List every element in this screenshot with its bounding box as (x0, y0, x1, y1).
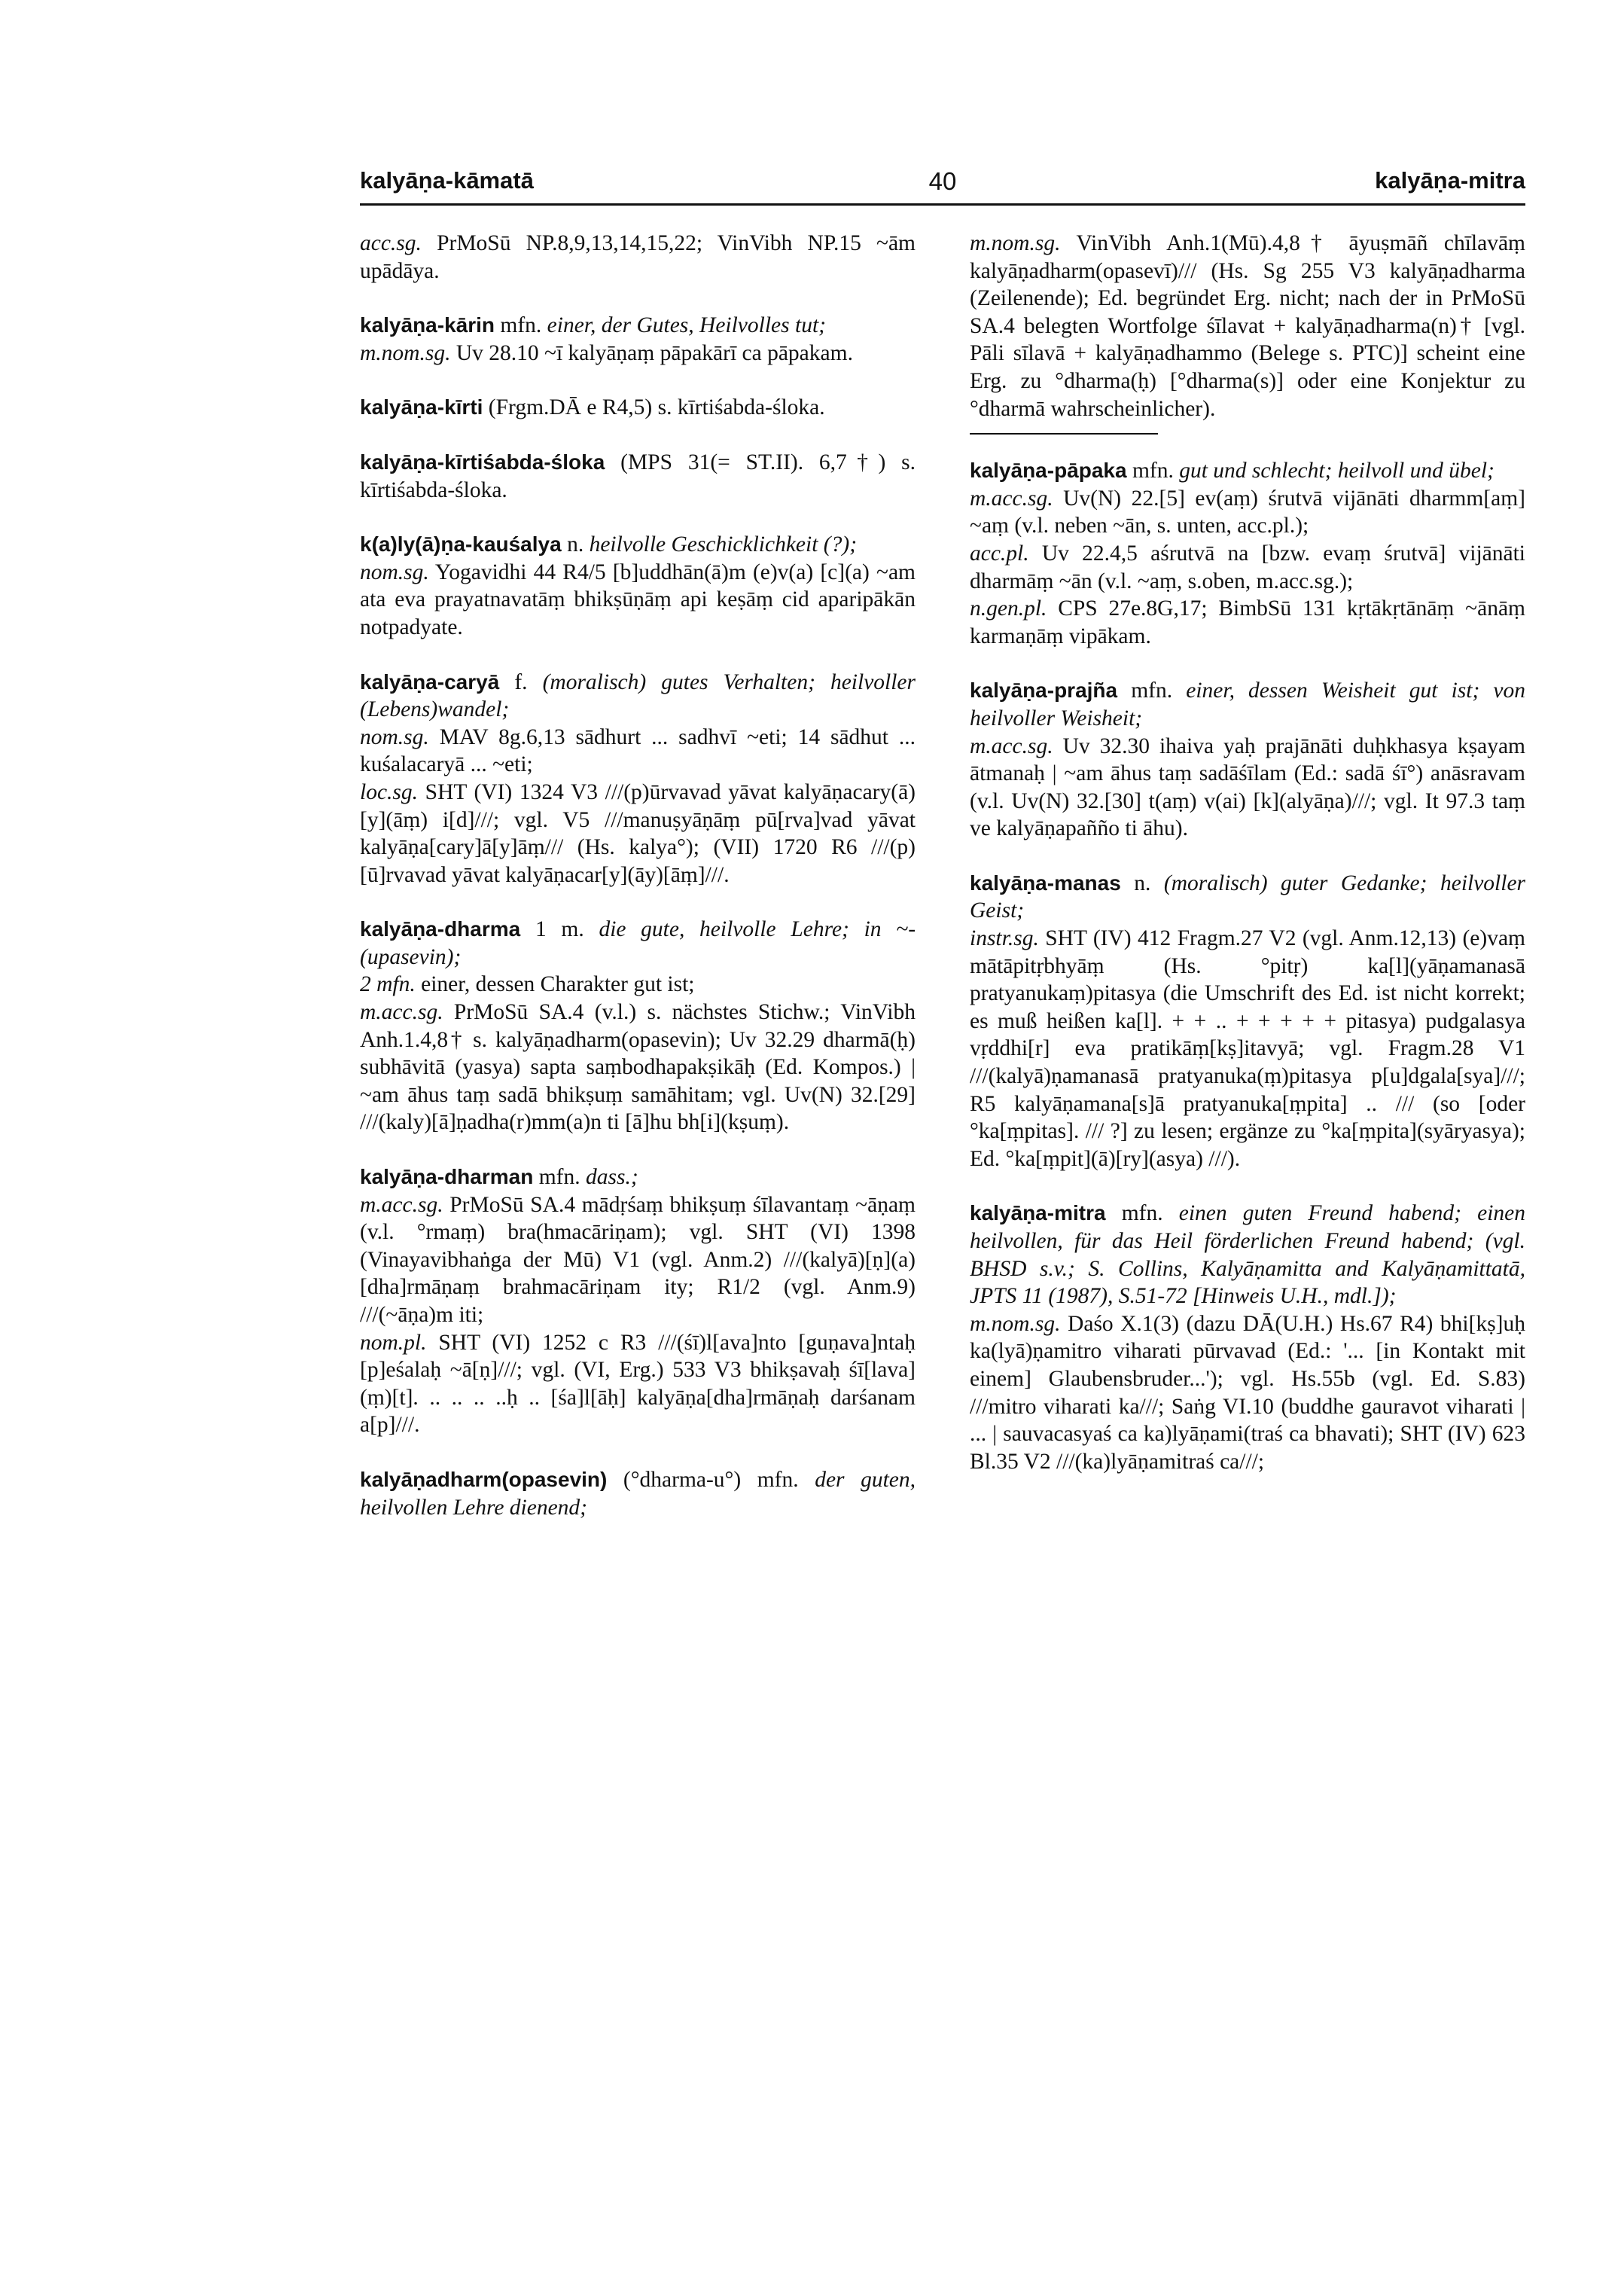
entry-gloss: die gute, heilvolle Lehre; in ~-(upasevin); (360, 917, 916, 969)
entry-gloss: einen guten Freund habend; einen heilvollen, für das Heil förderlichen Freund habend; (vgl. BHSD s.v.; S. Collins, Kalyāṇamitta and Kalyāṇamittatā, JPTS 11 (1987), S.51-72 [Hinweis U.H., mdl.]); (970, 1201, 1525, 1309)
dictionary-entry (360, 1163, 916, 1439)
dictionary-entry (970, 1200, 1525, 1475)
entry-grammar: n. (567, 532, 584, 557)
dictionary-entry (970, 230, 1525, 422)
entry-head-line (970, 1200, 1525, 1310)
entry-gloss: heilvolle Geschicklichkeit (?); (589, 532, 858, 557)
citation-text: Uv 22.4,5 aśrutvā na [bzw. evaṃ śrutvā] vijānāti dharmāṃ ~ān (v.l. ~aṃ, s.oben, m.acc.sg.); (970, 541, 1525, 593)
citation-text: Daśo X.1(3) (dazu DĀ(U.H.) Hs.67 R4) bhi[kṣ]uḥ ka(lyā)ṇamitro viharati pūrvavad (Ed.: '... [in Kontakt mit einem] Glaubensbruder...'); vgl. Hs.55b (vgl. Ed. S.83) ///mitro viharati ka///; Saṅg VI.10 (buddhe gauravot viharati | ... | sauvacasyaś ca ka)lyāṇami(traś ca bhavati); SHT (IV) 623 Bl.35 V2 ///(ka)lyāṇamitraś ca///; (970, 1311, 1526, 1474)
entry-headword: kalyāṇa-manas (970, 871, 1121, 895)
entry-headword: kalyāṇadharm(opasevin) (360, 1467, 608, 1491)
citation-form-label: m.acc.sg. (360, 1192, 443, 1217)
entry-headword: kalyāṇa-kārin (360, 313, 495, 337)
entry-citation (970, 733, 1525, 843)
dictionary-entry (360, 1466, 916, 1521)
entry-grammar: mfn. (1132, 459, 1174, 483)
citation-form-label: m.acc.sg. (360, 1000, 443, 1025)
entry-headword: k(a)ly(ā)ṇa-kauśalya (360, 532, 562, 557)
dictionary-entry (970, 870, 1525, 1173)
entry-headword: kalyāṇa-caryā (360, 669, 500, 694)
entry-headword: kalyāṇa-kīrti (360, 395, 483, 419)
entry-citation (360, 1329, 916, 1439)
dictionary-entry (360, 531, 916, 641)
citation-form-label: acc.sg. (360, 231, 422, 255)
citation-form-label: n.gen.pl. (970, 596, 1047, 621)
entry-citation (970, 925, 1525, 1173)
entry-citation (970, 595, 1525, 650)
dictionary-entry (360, 394, 916, 422)
entry-headword: kalyāṇa-dharma (360, 917, 521, 941)
entry-head-line (360, 312, 916, 340)
entry-head-line (360, 1163, 916, 1191)
left-column (360, 230, 916, 1548)
dictionary-entry (360, 449, 916, 504)
entry-headword: kalyāṇa-prajña (970, 679, 1118, 703)
entry-grammar: (°dharma-u°) mfn. (623, 1467, 799, 1492)
citation-text: SHT (IV) 412 Fragm.27 V2 (vgl. Anm.12,13) (e)vaṃ mātāpitṛbhyāṃ (Hs. °pitṛ) ka[l](yāṇamanasā pratyanukaṃ)pitasya (die Umschrift des Ed. ist nicht korrekt; es muß heißen ka[l]. + + .. + + + + + pitasya) pudgalasya vṛddhi[r] eva pratikāṃ[kṣ]itavyā; vgl. Fragm.28 V1 ///(kalyā)ṇamanasā pratyanuka(ṃ)pitasya p[u]dgala[sya]///; R5 kalyāṇamana[s]ā pratyanuka[ṃpita] .. /// (so [oder °ka[ṃpitas]. /// ?] zu lesen; ergänze zu °ka[ṃpita](syāryasya); Ed. °ka[ṃpit](ā)[ry](asya) ///). (970, 926, 1526, 1171)
entry-citation (360, 340, 916, 367)
entry-headword: kalyāṇa-dharman (360, 1165, 534, 1189)
entry-gloss: der guten, heilvollen Lehre dienend; (360, 1467, 916, 1520)
entry-grammar: f. (514, 669, 528, 694)
entry-grammar: mfn. (1121, 1201, 1163, 1226)
entry-head-line (360, 1466, 916, 1521)
entry-head-line (970, 677, 1525, 732)
dictionary-entry (360, 916, 916, 1136)
entry-head-line (970, 870, 1525, 925)
entry-grammar: mfn. (1131, 679, 1173, 703)
citation-text: SHT (VI) 1252 c R3 ///(śī)l[ava]nto [guṇava]ntaḥ [p]eśalaḥ ~ā[ṇ]///; vgl. (VI, Erg.) 533 V3 bhikṣavaḥ śī[lava](ṃ)[t]. .. .. .. ..ḥ .. [śa]l[āḥ] kalyāṇa[dha]rmāṇaḥ darśanam a[p]///. (360, 1330, 916, 1438)
entry-grammar: (MPS 31(= ST.II). 6,7†) s. kīrtiśabda-śloka. (360, 450, 916, 502)
section-rule (970, 433, 1158, 435)
entry-citation (360, 779, 916, 889)
left-running-headword: kalyāṇa-kāmatā (360, 167, 534, 194)
entry-headword: kalyāṇa-kīrtiśabda-śloka (360, 450, 605, 474)
dictionary-entry (360, 230, 916, 285)
entry-grammar: mfn. (538, 1165, 580, 1190)
entry-gloss: dass.; (585, 1165, 638, 1190)
citation-text: Uv 32.30 ihaiva yaḥ prajānāti duḥkhasya kṣayam ātmanaḥ | ~am āhus taṃ sadāśīlam (Ed.: sadā śī°) anāsravam (v.l. Uv(N) 32.[30] t(aṃ) v(ai) [k](alyāṇa)///; vgl. It 97.3 taṃ ve kalyāṇapañño ti āhu). (970, 733, 1526, 841)
citation-form-label: nom.pl. (360, 1330, 427, 1355)
running-header (360, 167, 1525, 206)
entry-citation (970, 485, 1525, 540)
citation-form-label: instr.sg. (970, 926, 1039, 951)
entry-grammar: mfn. (500, 313, 542, 338)
entry-citation (360, 1191, 916, 1329)
citation-form-label: loc.sg. (360, 779, 419, 804)
entry-citation (360, 999, 916, 1136)
entry-citation (360, 230, 916, 285)
entry-citation (360, 724, 916, 779)
citation-text: PrMoSū SA.4 mādṛśaṃ bhikṣuṃ śīlavantaṃ ~āṇaṃ (v.l. °rmaṃ) bra(hmacāriṇam); vgl. SHT (VI) 1398 (Vinayavibhaṅga der Mū) V1 (vgl. Anm.2) ///(kalyā)[ṇ](a)[dha]rmāṇaṃ brahmacāriṇam ity; R1/2 (vgl. Anm.9) ///(~āṇa)m iti; (360, 1192, 916, 1327)
entry-head-line (360, 531, 916, 559)
citation-text: CPS 27e.8G,17; BimbSū 131 kṛtākṛtānāṃ ~ānāṃ karmaṇāṃ vipākam. (970, 596, 1526, 648)
citation-form-label: acc.pl. (970, 541, 1029, 566)
citation-form-label: m.nom.sg. (970, 1311, 1061, 1336)
citation-text: PrMoSū SA.4 (v.l.) s. nächstes Stichw.; VinVibh Anh.1.4,8† s. kalyāṇadharm(opasevin); Uv 32.29 dharmā(ḥ) subhāvitā (yasya) sapta saṃbodhapakṣikāḥ (Ed. Kompos.) | ~am āhus taṃ sadā bhikṣuṃ samāhitam; vgl. Uv(N) 32.[29] ///(kaly)[ā]ṇadha(r)mm(a)n ti [ā]hu bh[i](kṣuṃ). (360, 1000, 916, 1135)
dictionary-entry (360, 669, 916, 889)
entry-gloss: (moralisch) guter Gedanke; heilvoller Geist; (970, 871, 1526, 923)
entry-citation (360, 559, 916, 642)
citation-text: VinVibh Anh.1(Mū).4,8† āyuṣmāñ chīlavāṃ kalyāṇadharm(opasevī)/// (Hs. Sg 255 V3 kalyāṇadharma (Zeilenende); Ed. begründet Erg. nicht; nach der in PrMoSū SA.4 belegten Wortfolge śīlavat + kalyāṇadharma(n)† [vgl. Pāli sīlavā + kalyāṇadhammo (Belege s. PTC)] scheint eine Erg. zu °dharma(ḥ) [°dharma(s)] oder eine Konjektur zu °dharmā wahrscheinlicher). (970, 231, 1525, 421)
dictionary-entry (360, 312, 916, 367)
citation-text: SHT (VI) 1324 V3 ///(p)ūrvavad yāvat kalyāṇacary(ā)[y](āṃ) i[d]///; vgl. V5 ///manuṣyāṇāṃ pū[rva]vad yāvat kalyāṇa[cary]ā[y]āṃ/// (Hs. kalya°); (VII) 1720 R6 ///(p)[ū]rvavad yāvat kalyāṇacar[y](āy)[āṃ]///. (360, 779, 916, 887)
entry-gloss: gut und schlecht; heilvoll und übel; (1179, 459, 1495, 483)
entry-grammar: (Frgm.DĀ e R4,5) s. kīrtiśabda-śloka. (488, 395, 825, 420)
citation-form-label: m.acc.sg. (970, 486, 1053, 511)
dictionary-entry (970, 677, 1525, 843)
entry-citation (970, 230, 1525, 422)
entry-head-line (360, 669, 916, 724)
citation-text: Uv(N) 22.[5] ev(aṃ) śrutvā vijānāti dharmm[aṃ] ~aṃ (v.l. neben ~ān, s. unten, acc.pl.); (970, 486, 1526, 538)
entry-gloss: (moralisch) gutes Verhalten; heilvoller (Lebens)wandel; (360, 669, 916, 722)
entry-grammar: n. (1134, 871, 1151, 895)
entry-grammar: 1 m. (535, 917, 584, 942)
entry-head-line (970, 457, 1525, 485)
entry-headword: kalyāṇa-mitra (970, 1201, 1106, 1225)
citation-form-label: m.nom.sg. (970, 231, 1061, 255)
right-running-headword: kalyāṇa-mitra (1375, 167, 1525, 194)
citation-form-label: nom.sg. (360, 560, 429, 584)
entry-head-line (360, 916, 916, 971)
citation-form-label: 2 mfn. (360, 972, 416, 997)
entry-gloss: einer, der Gutes, Heilvolles tut; (547, 313, 826, 338)
entry-citation (970, 1310, 1525, 1476)
citation-text: Uv 28.10 ~ī kalyāṇaṃ pāpakārī ca pāpakam. (456, 340, 853, 365)
citation-form-label: nom.sg. (360, 724, 429, 749)
citation-text: einer, dessen Charakter gut ist; (421, 972, 695, 997)
entry-gloss: einer, dessen Weisheit gut ist; von heilvoller Weisheit; (970, 679, 1525, 730)
entry-headword: kalyāṇa-pāpaka (970, 459, 1127, 483)
citation-text: Yogavidhi 44 R4/5 [b]uddhān(ā)m (e)v(a) [c](a) ~am ata eva prayatnavatāṃ bhikṣūṇāṃ api keṣāṃ cid aparipākān notpadyate. (360, 560, 916, 639)
right-column (970, 230, 1525, 1502)
entry-citation (970, 540, 1525, 595)
entry-head-line (360, 449, 916, 504)
page-number: 40 (928, 167, 957, 195)
citation-text: MAV 8g.6,13 sādhurt ... sadhvī ~eti; 14 sādhut ... kuśalacaryā ... ~eti; (360, 724, 916, 777)
entry-citation (360, 971, 916, 999)
dictionary-entry (970, 457, 1525, 650)
entry-head-line (360, 394, 916, 422)
citation-form-label: m.nom.sg. (360, 340, 451, 365)
citation-text: PrMoSū NP.8,9,13,14,15,22; VinVibh NP.15 ~ām upādāya. (360, 231, 916, 283)
citation-form-label: m.acc.sg. (970, 733, 1053, 758)
